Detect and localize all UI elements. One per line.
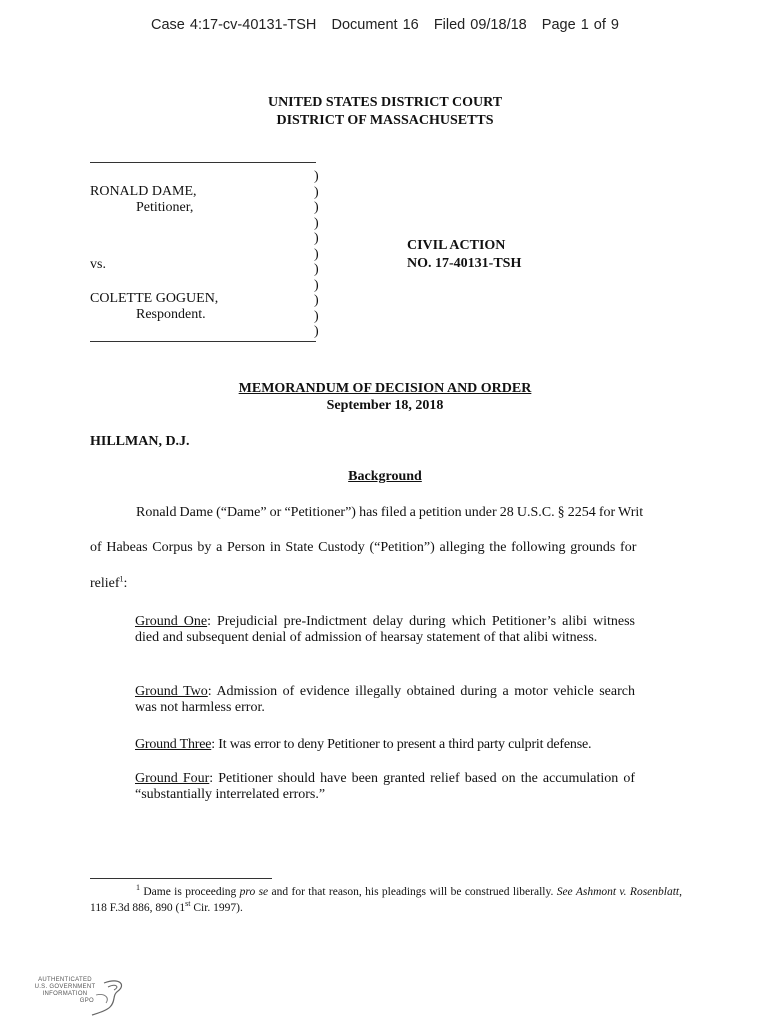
body-line-2: of Habeas Corpus by a Person in State Custody (“Petition”) alleging the following grounds for — [90, 540, 637, 555]
caption-bottom-rule — [90, 341, 316, 342]
seal-line-3: INFORMATION — [42, 991, 88, 997]
ground-four-title: Ground Four — [135, 771, 210, 786]
civil-action-number: NO. 17-40131-TSH — [407, 256, 522, 271]
footnote-number: 1 — [136, 883, 140, 893]
ground-one — [135, 614, 635, 646]
footnote-rule — [90, 878, 272, 879]
civil-action — [407, 237, 521, 273]
footnote-pro-se: pro se — [239, 886, 269, 898]
ground-two-title: Ground Two — [135, 684, 208, 699]
footnote-text-c: , 118 F.3d 886, 890 (1 — [90, 886, 682, 914]
memo-title: MEMORANDUM OF DECISION AND ORDER — [238, 381, 532, 396]
seal-line-1: AUTHENTICATED — [38, 977, 92, 983]
ground-three-text: : It was error to deny Petitioner to present a third party culprit defense. — [211, 737, 592, 752]
memo-heading — [0, 380, 770, 414]
caption-top-rule — [90, 162, 316, 163]
ground-three — [135, 737, 635, 753]
body-line-3 — [90, 576, 682, 592]
court-name: UNITED STATES DISTRICT COURT — [267, 95, 503, 110]
ground-one-title: Ground One — [135, 614, 208, 629]
ground-four-text: : Petitioner should have been granted relief based on the accumulation of “substantially interrelated errors.” — [135, 771, 635, 802]
petitioner-role: Petitioner, — [136, 200, 194, 215]
footnote-ordinal: st — [185, 899, 191, 909]
respondent-role: Respondent. — [136, 307, 206, 322]
footnote-citation: See Ashmont v. Rosenblatt — [556, 886, 680, 898]
section-heading: Background — [348, 469, 422, 484]
body-line-3-text: relief — [90, 576, 120, 591]
body-line-3-tail: : — [123, 576, 128, 591]
respondent-name: COLETTE GOGUEN, — [90, 291, 219, 306]
gpo-authentication-seal — [34, 975, 130, 1017]
ground-three-title: Ground Three — [135, 737, 212, 752]
case-header: Case 4:17-cv-40131-TSH Document 16 Filed 09/18/18 Page 1 of 9 — [151, 17, 619, 33]
seal-line-2: U.S. GOVERNMENT — [34, 984, 96, 990]
versus: vs. — [90, 257, 106, 272]
caption-parentheses: ) ) ) ) ) ) ) ) ) ) ) — [314, 169, 319, 339]
ground-one-text: : Prejudicial pre-Indictment delay during which Petitioner’s alibi witness died and subsequent denial of admission of hearsay statement of that alibi witness. — [135, 614, 635, 645]
ground-two-text: : Admission of evidence illegally obtained during a motor vehicle search was not harmless error. — [135, 684, 635, 715]
court-district: DISTRICT OF MASSACHUSETTS — [276, 113, 494, 128]
body-line-1: Ronald Dame (“Dame” or “Petitioner”) has filed a petition under 28 U.S.C. § 2254 for Writ — [136, 505, 644, 520]
footnote-text-b: and for that reason, his pleadings will be construed liberally. — [268, 886, 557, 898]
court-title — [0, 94, 770, 130]
footnote-text-a: Dame is proceeding — [140, 886, 240, 898]
footnote — [90, 884, 682, 916]
eagle-icon — [34, 975, 130, 1017]
civil-action-label: CIVIL ACTION — [407, 238, 506, 253]
footnote-ref: 1 — [119, 574, 124, 584]
ground-two — [135, 684, 635, 716]
ground-four — [135, 771, 635, 803]
footnote-text-d: Cir. 1997). — [190, 902, 243, 914]
judge-name: HILLMAN, D.J. — [90, 434, 190, 449]
memo-date: September 18, 2018 — [326, 398, 444, 413]
petitioner-name: RONALD DAME, — [90, 184, 197, 199]
seal-line-4: GPO — [79, 998, 94, 1004]
